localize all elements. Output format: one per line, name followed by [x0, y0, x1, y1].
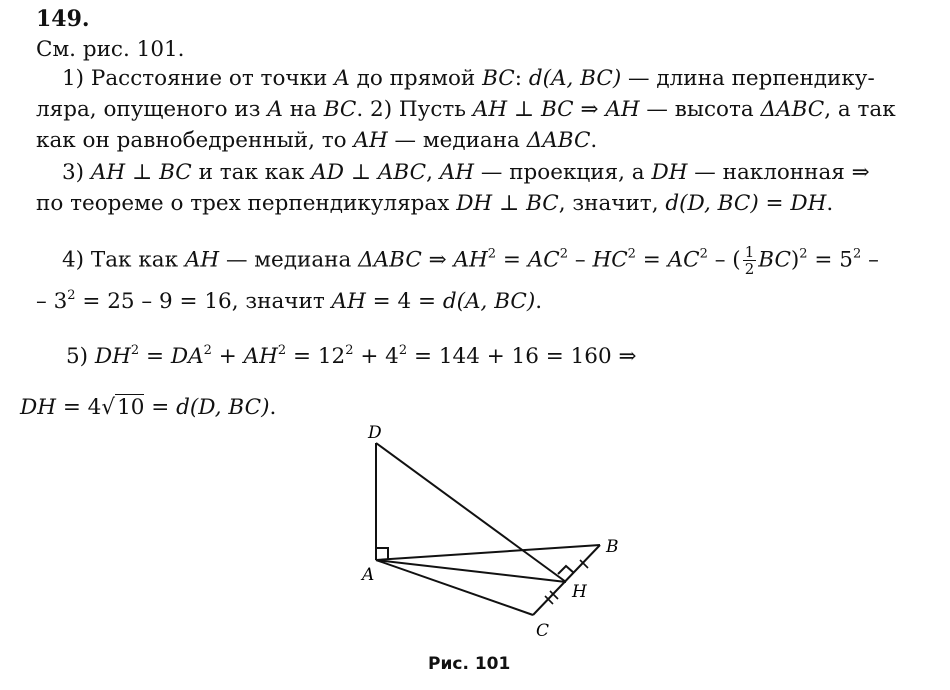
text-line-3: как он равнобедренный, то AH — медиана ΔABC.: [36, 128, 598, 153]
point-label-D: D: [368, 423, 382, 443]
text-line-6: 4) Так как AH — медиана ΔABC ⇒ $AH^2 = AC^2 - HC^2 = AC^2$ – ( $\frac{1}{2}$ $BC)^2 = 5^2$ –: [62, 243, 879, 278]
figure-caption: Рис. 101: [428, 654, 511, 674]
point-label-B: B: [606, 537, 619, 557]
segment-DH: [376, 443, 566, 582]
see-figure-line: См. рис. 101.: [36, 37, 185, 62]
right-angle-mark-A: [376, 548, 388, 559]
point-label-A: A: [362, 565, 375, 585]
right-angle-mark-H: [558, 566, 574, 574]
text-line-1: 1) Расстояние от точки A до прямой BC: d(A, BC) — длина перпендику-: [62, 66, 875, 91]
text-line-2: ляра, опущеного из A на BC. 2) Пусть AH ⊥ BC ⇒ AH — высота ΔABC, а так: [36, 97, 896, 122]
text-line-7: – $3^2 = 25 - 9 = 16$, значит AH = 4 = d(A, BC).: [36, 288, 543, 314]
point-label-C: C: [536, 621, 550, 641]
text-line-8: 5) $DH^2 = DA^2 + AH^2 = 12^2 + 4^2 = 144 + 16 = 160$ ⇒: [66, 343, 637, 369]
problem-number: 149.: [36, 6, 90, 32]
point-label-H: H: [572, 582, 587, 602]
text-line-4: 3) AH ⊥ BC и так как AD ⊥ ABC, AH — проекция, а DH — наклонная ⇒: [62, 160, 870, 185]
fraction-one-half: $\frac{1}{2}$: [744, 243, 755, 278]
text-line-5: по теореме о трех перпендикулярах DH ⊥ BC, значит, d(D, BC) = DH.: [36, 191, 834, 216]
text-line-9: DH = 4√10 = d(D, BC).: [20, 395, 277, 420]
segment-AB: [376, 545, 600, 560]
